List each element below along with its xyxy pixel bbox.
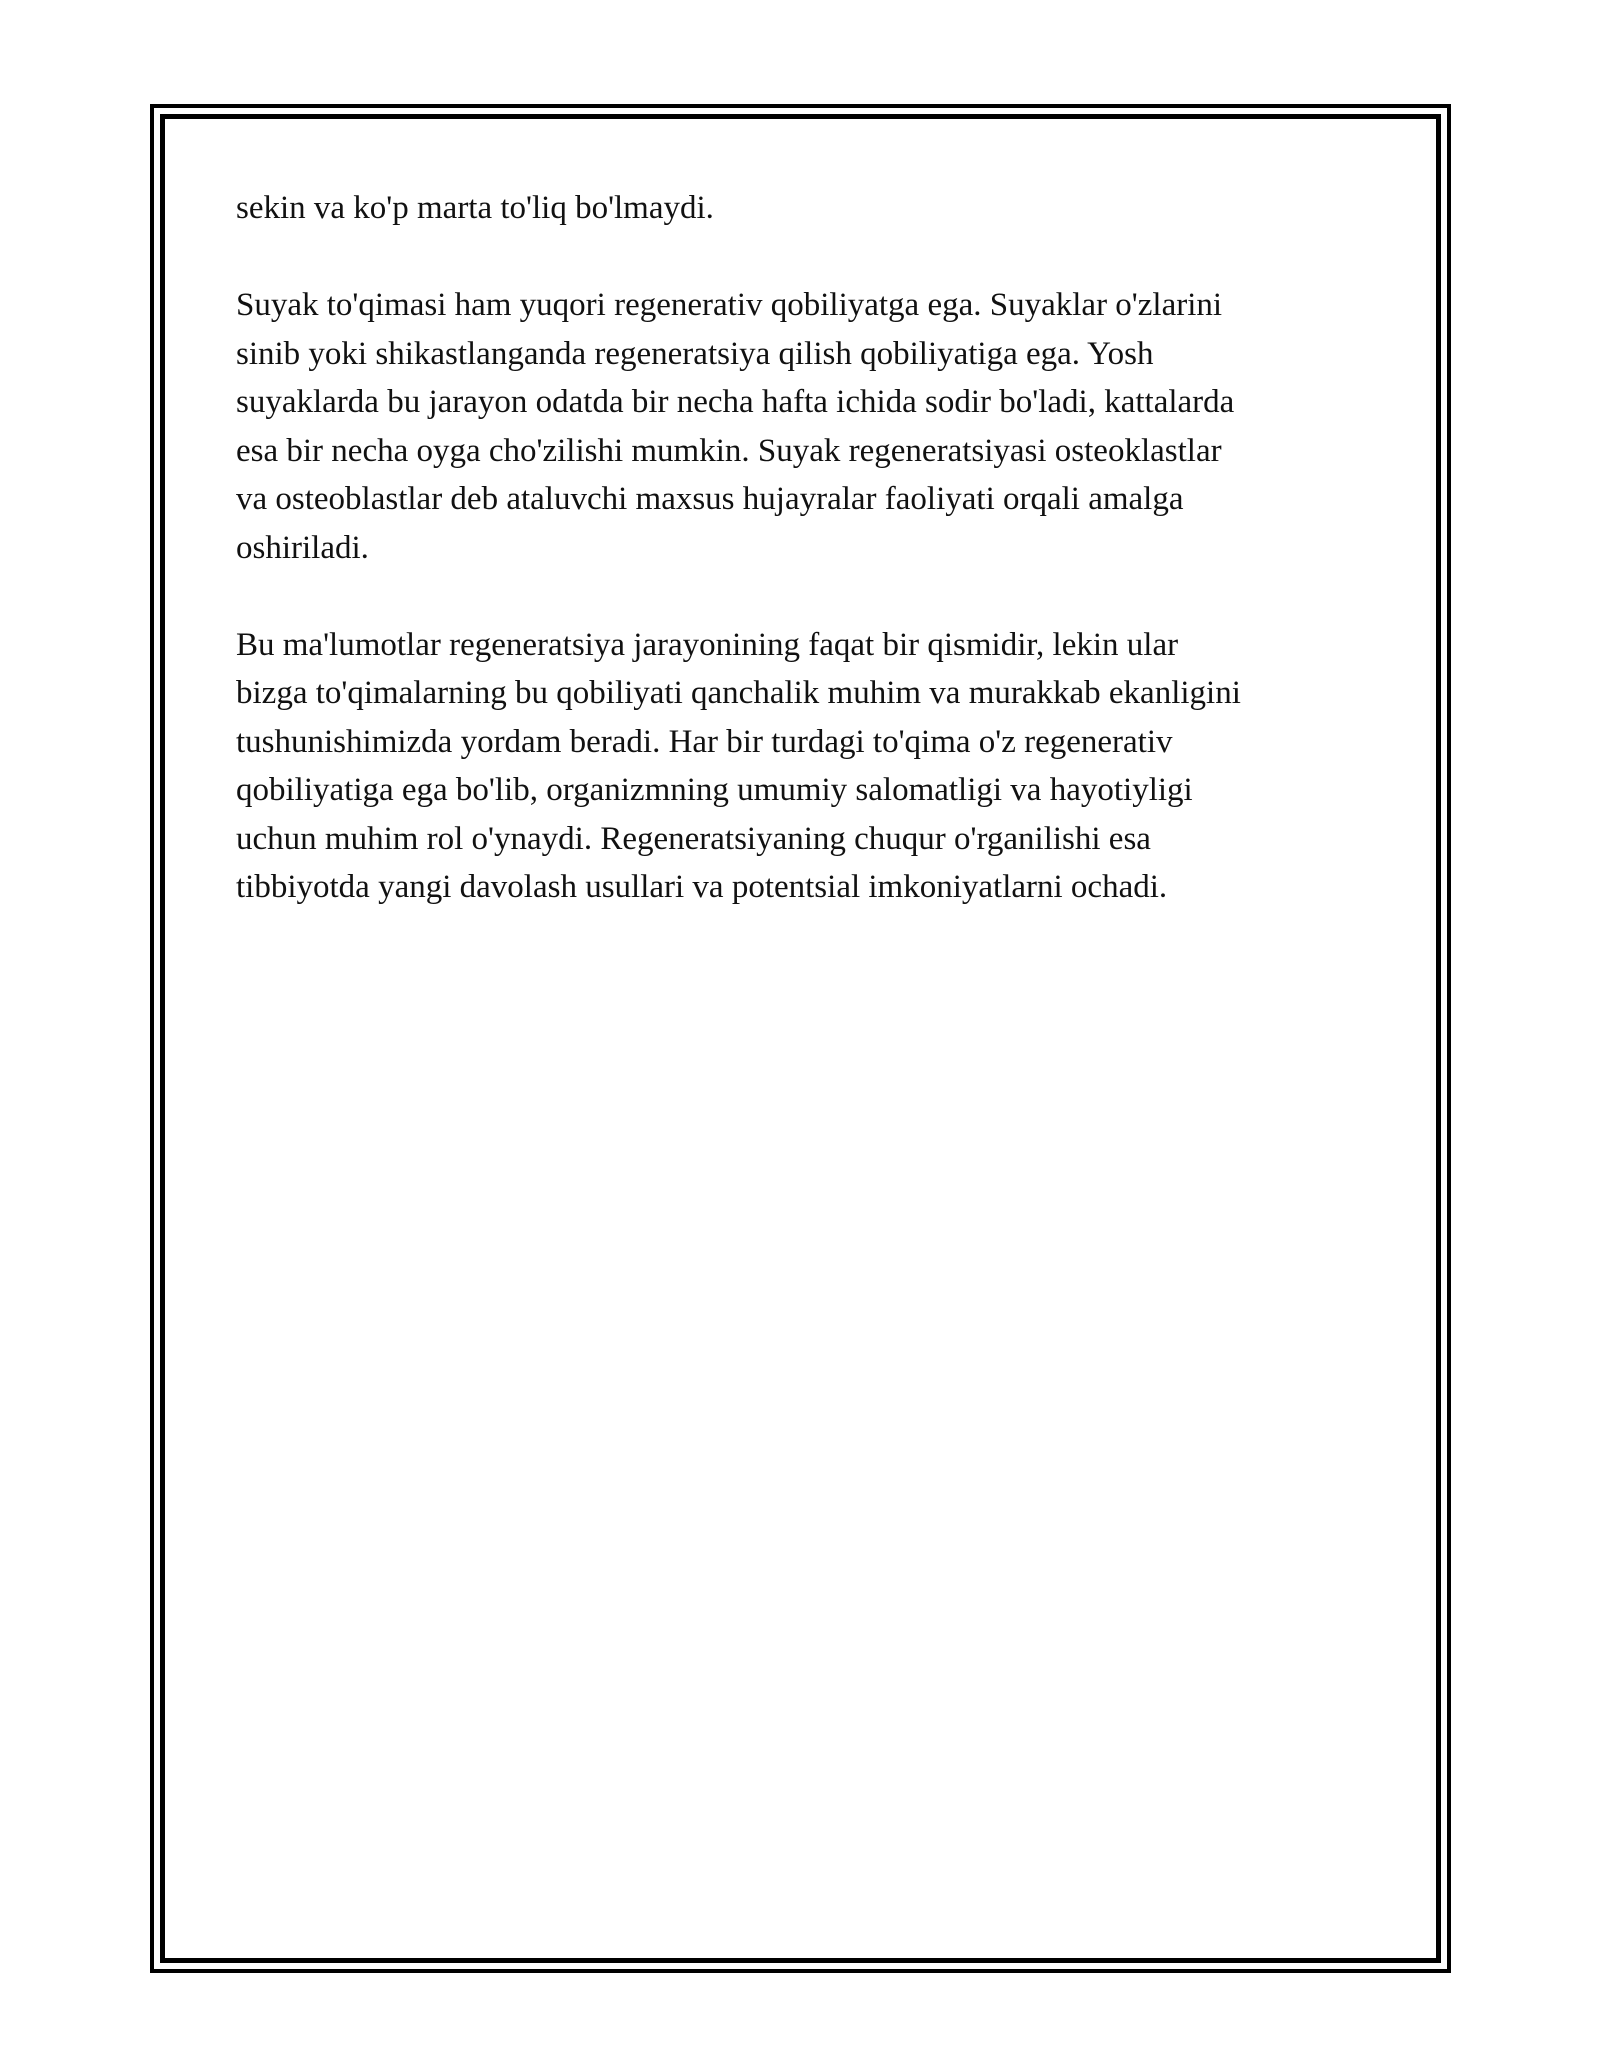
text-line: va osteoblastlar deb ataluvchi maxsus hujayralar faoliyati orqali amalga	[236, 481, 1184, 517]
text-line: tushunishimizda yordam beradi. Har bir turdagi to'qima o'z regenerativ	[236, 723, 1173, 760]
text-line: esa bir necha oyga cho'zilishi mumkin. Suyak regeneratsiyasi osteoklastlar	[236, 432, 1222, 469]
paragraph-2	[236, 281, 1376, 572]
text-line: bizga to'qimalarning bu qobiliyati qanchalik muhim va murakkab ekanligini	[236, 675, 1241, 711]
text-line: Suyak to'qimasi ham yuqori regenerativ qobiliyatga ega. Suyaklar o'zlarini	[236, 287, 1223, 323]
text-line: Bu ma'lumotlar regeneratsiya jarayonining faqat bir qismidir, lekin ular	[236, 626, 1179, 663]
text-line: oshiriladi.	[236, 529, 369, 566]
text-line: suyaklarda bu jarayon odatda bir necha hafta ichida sodir bo'ladi, kattalarda	[236, 384, 1235, 420]
document-body	[236, 184, 1376, 960]
text-line: qobiliyatiga ega bo'lib, organizmning umumiy salomatligi va hayotiyligi	[236, 772, 1193, 808]
paragraph-1	[236, 184, 1376, 233]
text-line: tibbiyotda yangi davolash usullari va potentsial imkoniyatlarni ochadi.	[236, 869, 1168, 905]
text-line: sekin va ko'p marta to'liq bo'lmaydi.	[236, 190, 714, 226]
paragraph-3	[236, 621, 1376, 912]
text-line: uchun muhim rol o'ynaydi. Regeneratsiyaning chuqur o'rganilishi esa	[236, 820, 1151, 857]
text-line: sinib yoki shikastlanganda regeneratsiya qilish qobiliyatiga ega. Yosh	[236, 335, 1154, 372]
